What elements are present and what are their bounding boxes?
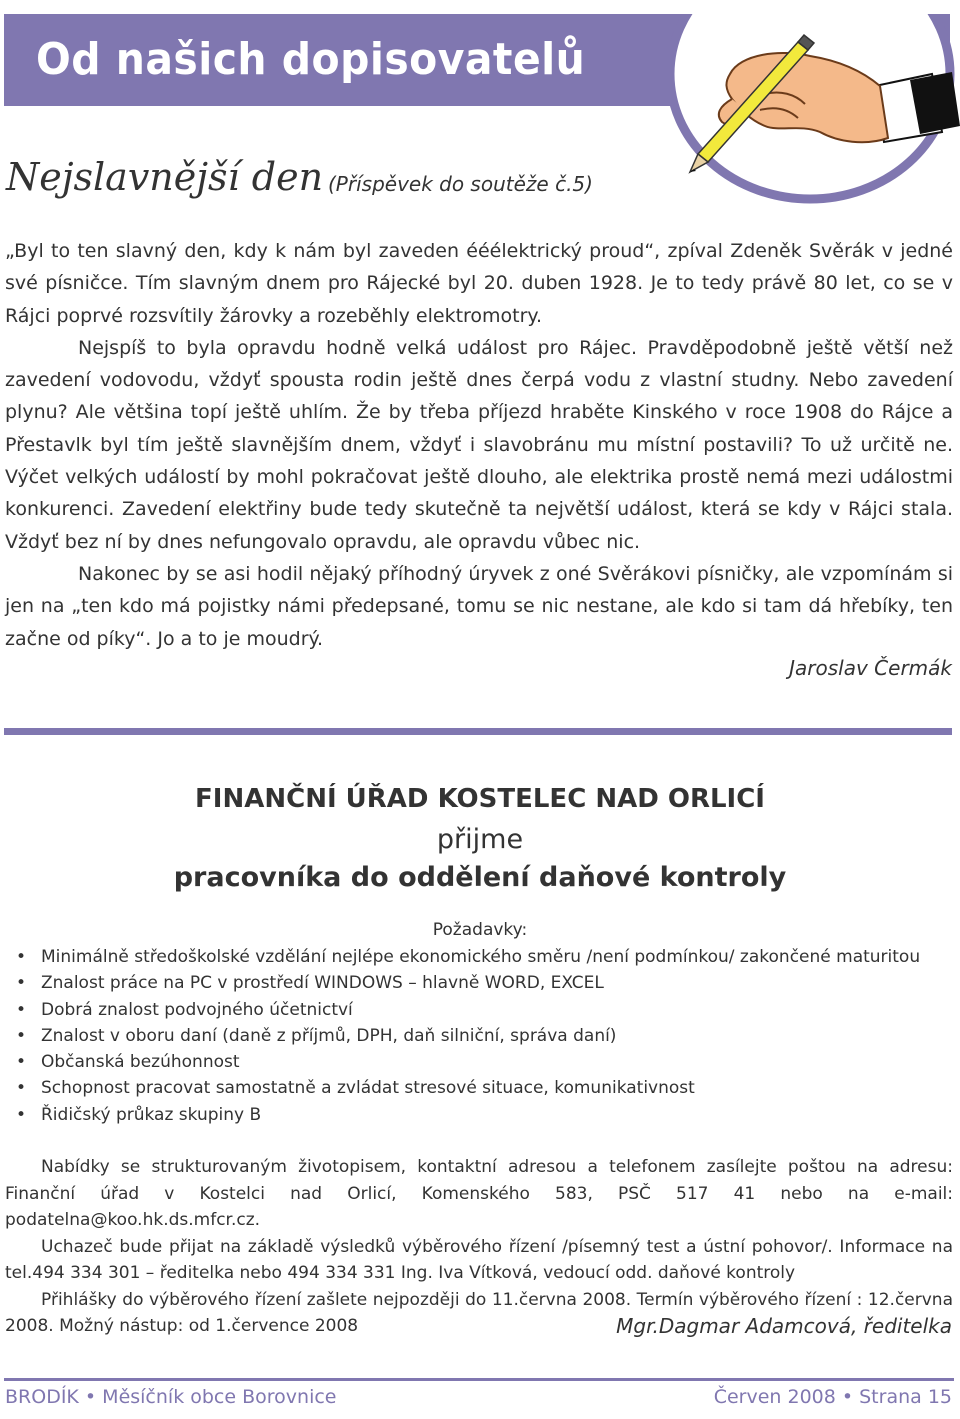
article-paragraph: „Byl to ten slavný den, kdy k nám byl zaveden ééélektrický proud“, zpíval Zdeněk Svěrák v jedné své písničce. Tím slavným dnem pro Rájecké byl 20. duben 1928. Je to tedy právě 80 let, co se v Rájci poprvé rozsvítily žárovky a rozeběhly elektromotry. — [5, 240, 953, 327]
list-item: • Dobrá znalost podvojného účetnictví — [16, 997, 920, 1023]
article-title: Nejslavnější den — [6, 155, 324, 199]
hand-writing-with-pencil-icon — [670, 14, 960, 204]
list-item: • Řidičský průkaz skupiny B — [16, 1102, 920, 1128]
ad-signature: Mgr.Dagmar Adamcová, ředitelka — [616, 1314, 952, 1338]
list-item: • Schopnost pracovat samostatně a zvládat stresové situace, komunikativnost — [16, 1075, 920, 1101]
list-item: • Znalost v oboru daní (daně z příjmů, DPH, daň silniční, správa daní) — [16, 1023, 920, 1049]
ad-body — [5, 1154, 953, 1340]
article-author: Jaroslav Čermák — [789, 656, 952, 680]
article-subtitle: (Příspěvek do soutěže č.5) — [328, 172, 593, 196]
article-paragraph: Nakonec by se asi hodil nějaký příhodný úryvek z oné Svěrákovi písničky, ale vzpomínám si jen na „ten kdo má pojistky námi předepsané, tomu se nic nestane, ale kdo si tam dá hřebíky, ten začne od píky“. Jo a to je moudrý. — [5, 562, 953, 650]
section-divider — [4, 728, 952, 735]
article-paragraph: Nejspíš to byla opravdu hodně velká událost pro Rájec. Pravděpodobně ještě větší než zavedení vodovodu, vždyť spousta rodin ještě dnes čerpá vodu z vlastní studny. Nebo zavedení plynu? Ale většina topí ještě uhlím. Že by třeba příjezd hraběte Kinského v roce 1908 do Rájce a Přestavlk byl tím ještě slavnějším dnem, vždyť i slavobránu mu místní postavili? To už určitě ne. Výčet velkých událostí by mohl pokračovat ještě dlouho, ale elektrika prostě nemá mezi událostmi konkurenci. Zavedení elektřiny bude tedy skutečně ta největší událost, která se kdy v Rájci stala. Vždyť bez ní by dnes nefungovalo opravdu, ale opravdu vůbec nic. — [5, 336, 953, 553]
list-item: • Občanská bezúhonnost — [16, 1049, 920, 1075]
list-item: • Znalost práce na PC v prostředí WINDOWS – hlavně WORD, EXCEL — [16, 970, 920, 996]
ad-paragraph: Přihlášky do výběrového řízení zašlete nejpozději do 11.června 2008. Termín výběrového řízení : 12.června 2008. Možný nástup: od 1.července 2008 — [5, 1289, 953, 1336]
footer-page-info: Červen 2008 • Strana 15 — [713, 1386, 952, 1408]
footer-publication: BRODÍK • Měsíčník obce Borovnice — [5, 1386, 337, 1408]
footer-divider — [4, 1378, 954, 1381]
ad-paragraph: Nabídky se strukturovaným životopisem, kontaktní adresou a telefonem zasílejte poštou na adresu: Finanční úřad v Kostelci nad Orlicí, Komenského 583, PSČ 517 41 nebo na e-mail: podatelna@koo.hk.ds.mfcr.cz. — [5, 1157, 953, 1230]
article-body — [5, 235, 953, 655]
requirements-heading: Požadavky: — [432, 920, 528, 940]
ad-position: pracovníka do oddělení daňové kontroly — [173, 862, 787, 893]
section-title: Od našich dopisovatelů — [36, 34, 586, 85]
ad-paragraph: Uchazeč bude přijat na základě výsledků výběrového řízení /písemný test a ústní pohovor/. Informace na tel.494 334 301 – ředitelka nebo 494 334 331 Ing. Iva Vítková, vedoucí odd. daňové kontroly — [5, 1236, 953, 1283]
list-item: • Minimálně středoškolské vzdělání nejlépe ekonomického směru /není podmínkou/ zakončené maturitou — [16, 944, 920, 970]
ad-title: FINANČNÍ ÚŘAD KOSTELEC NAD ORLICÍ — [195, 784, 765, 814]
requirements-list — [16, 944, 920, 1128]
ad-subtitle: přijme — [436, 824, 524, 855]
